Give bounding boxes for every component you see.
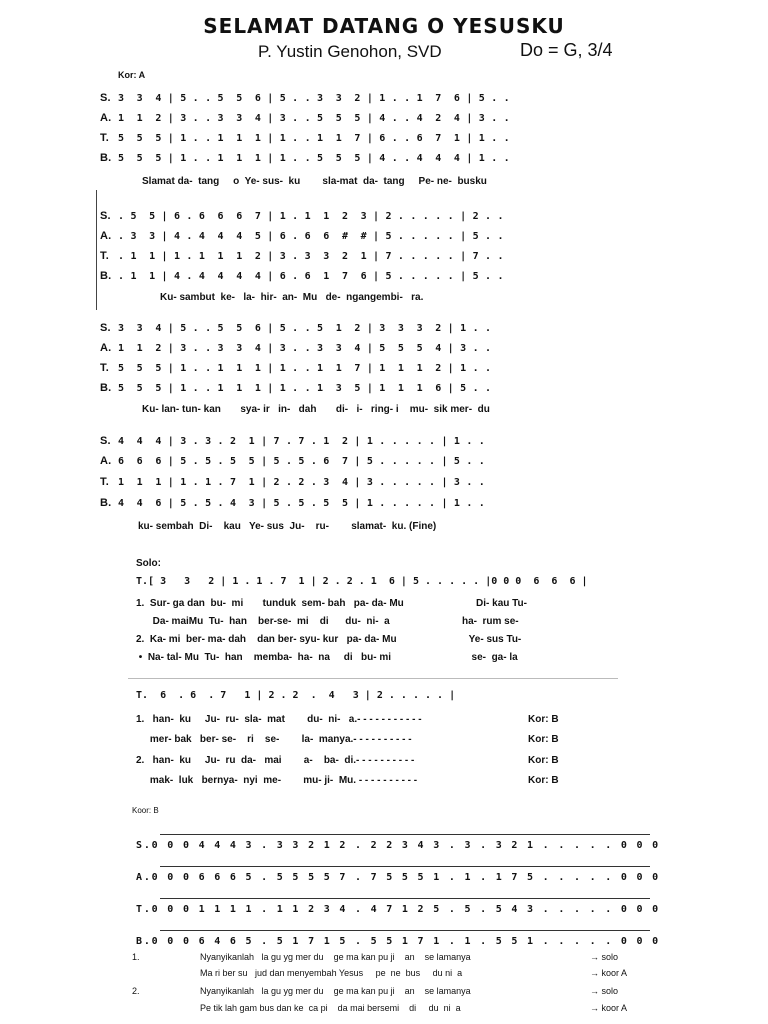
verse-line: 2. han- ku Ju- ru da- mai a- ba- di.- - - - - - - - - - [136, 755, 415, 766]
annotation-num: 1. [132, 952, 140, 962]
lyric-line: Ku- sambut ke- la- hir- an- Mu de- ngangembi- ra. [160, 292, 424, 303]
voice-row: A. 1 1 2 | 3 . . 3 3 4 | 3 . . 5 5 5 | 4 . . 4 2 4 | 3 . . [100, 112, 510, 124]
kor-a-label: Kor: A [118, 70, 146, 80]
voice-row: S. 3 3 4 | 5 . . 5 5 6 | 5 . . 3 3 2 | 1 . . 1 7 6 | 5 . . [100, 92, 510, 104]
voice-row: S. . 5 5 | 6 . 6 6 6 7 | 1 . 1 1 2 3 | 2 . . . . . | 2 . . [100, 210, 504, 222]
koor-b-label: Koor: B [132, 806, 159, 815]
voice-row: B. . 1 1 | 4 . 4 4 4 4 | 6 . 6 1 7 6 | 5 . . . . . | 5 . . [100, 270, 504, 282]
voice-row: B. 5 5 5 | 1 . . 1 1 1 | 1 . . 5 5 5 | 4 . . 4 4 4 | 1 . . [100, 152, 510, 164]
voice-row: A. 1 1 2 | 3 . . 3 3 4 | 3 . . 3 3 4 | 5 5 5 4 | 3 . . [100, 342, 492, 354]
voice-row: T.0 0 0 1 1 1 1 . 1 1 2 3 4 . 4 7 1 2 5 . 5 . 5 4 3 . . . . . 0 0 0 [136, 904, 660, 915]
voice-row: S. 3 3 4 | 5 . . 5 5 6 | 5 . . 5 1 2 | 3 3 3 2 | 1 . . [100, 322, 492, 334]
kor-b-ref: Kor: B [528, 775, 559, 786]
annotation-arrow: → koor A [590, 1003, 628, 1013]
lyric-line: Slamat da- tang o Ye- sus- ku sla-mat da- tang Pe- ne- busku [142, 176, 487, 187]
verse-line: mer- bak ber- se- ri se- la- manya.- - - - - - - - - - [136, 734, 412, 745]
voice-row: T. 1 1 1 | 1 . 1 . 7 1 | 2 . 2 . 3 4 | 3 . . . . . | 3 . . [100, 476, 486, 488]
annotation-arrow: → solo [590, 952, 619, 962]
voice-row: B. 4 4 6 | 5 . 5 . 4 3 | 5 . 5 . 5 5 | 1 . . . . . | 1 . . [100, 497, 486, 509]
voice-row: T. 5 5 5 | 1 . . 1 1 1 | 1 . . 1 1 7 | 1 1 1 2 | 1 . . [100, 362, 492, 374]
lyric-line: Ku- lan- tun- kan sya- ir in- dah di- i- ring- i mu- sik mer- du [142, 404, 490, 415]
key-signature: Do = G, 3/4 [520, 40, 613, 60]
composer: P. Yustin Genohon, SVD [258, 42, 442, 61]
annotation-arrow: → solo [590, 986, 619, 996]
verse-line: Da- maiMu Tu- han ber-se- mi di du- ni- a ha- rum se- [136, 616, 519, 627]
voice-row: B. 5 5 5 | 1 . . 1 1 1 | 1 . . 1 3 5 | 1 1 1 6 | 5 . . [100, 382, 492, 394]
verse-line: • Na- tal- Mu Tu- han memba- ha- na di bu- mi se- ga- la [136, 652, 518, 663]
annotation-arrow: → koor A [590, 968, 628, 978]
kor-b-ref: Kor: B [528, 714, 559, 725]
lyric-line: ku- sembah Di- kau Ye- sus Ju- ru- slamat- ku. (Fine) [138, 521, 437, 532]
verse-line: 1. han- ku Ju- ru- sla- mat du- ni- a.- - - - - - - - - - - [136, 714, 422, 725]
kor-b-ref: Kor: B [528, 734, 559, 745]
solo-notes-1: T.[ 3 3 2 | 1 . 1 . 7 1 | 2 . 2 . 1 6 | 5 . . . . . |0 0 0 6 6 6 | [136, 576, 588, 587]
annotation-num: 2. [132, 986, 140, 996]
voice-row: S.0 0 0 4 4 4 3 . 3 3 2 1 2 . 2 2 3 4 3 . 3 . 3 2 1 . . . . . 0 0 0 [136, 840, 660, 851]
annotation-text: Nyanyikanlah la gu yg mer du ge ma kan pu ji an se lamanya [200, 986, 471, 996]
solo-notes-2: T. 6 . 6 . 7 1 | 2 . 2 . 4 3 | 2 . . . . . | [136, 690, 456, 701]
annotation-text: Ma ri ber su jud dan menyembah Yesus pe ne bus du ni a [200, 968, 463, 978]
verse-line: 2. Ka- mi ber- ma- dah dan ber- syu- kur pa- da- Mu Ye- sus Tu- [136, 634, 522, 645]
verse-line: mak- luk bernya- nyi me- mu- ji- Mu. - - - - - - - - - - [136, 775, 418, 786]
voice-row: S. 4 4 4 | 3 . 3 . 2 1 | 7 . 7 . 1 2 | 1 . . . . . | 1 . . [100, 435, 486, 447]
voice-row: A. 6 6 6 | 5 . 5 . 5 5 | 5 . 5 . 6 7 | 5 . . . . . | 5 . . [100, 455, 486, 467]
solo-label: Solo: [136, 558, 161, 569]
voice-row: T. . 1 1 | 1 . 1 1 1 2 | 3 . 3 3 2 1 | 7 . . . . . | 7 . . [100, 250, 504, 262]
voice-row: A.0 0 0 6 6 6 5 . 5 5 5 5 7 . 7 5 5 5 1 . 1 . 1 7 5 . . . . . 0 0 0 [136, 872, 660, 883]
voice-row: T. 5 5 5 | 1 . . 1 1 1 | 1 . . 1 1 7 | 6 . . 6 7 1 | 1 . . [100, 132, 510, 144]
annotation-text: Pe tik lah gam bus dan ke ca pi da mai bersemi di du ni a [200, 1003, 461, 1013]
song-title: SELAMAT DATANG O YESUSKU [203, 14, 565, 38]
annotation-text: Nyanyikanlah la gu yg mer du ge ma kan pu ji an se lamanya [200, 952, 471, 962]
kor-b-ref: Kor: B [528, 755, 559, 766]
voice-row: B.0 0 0 6 4 6 5 . 5 1 7 1 5 . 5 5 1 7 1 . 1 . 5 5 1 . . . . . 0 0 0 [136, 936, 660, 947]
voice-row: A. . 3 3 | 4 . 4 4 4 5 | 6 . 6 6 # # | 5 . . . . . | 5 . . [100, 230, 504, 242]
verse-line: 1. Sur- ga dan bu- mi tunduk sem- bah pa- da- Mu Di- kau Tu- [136, 598, 527, 609]
